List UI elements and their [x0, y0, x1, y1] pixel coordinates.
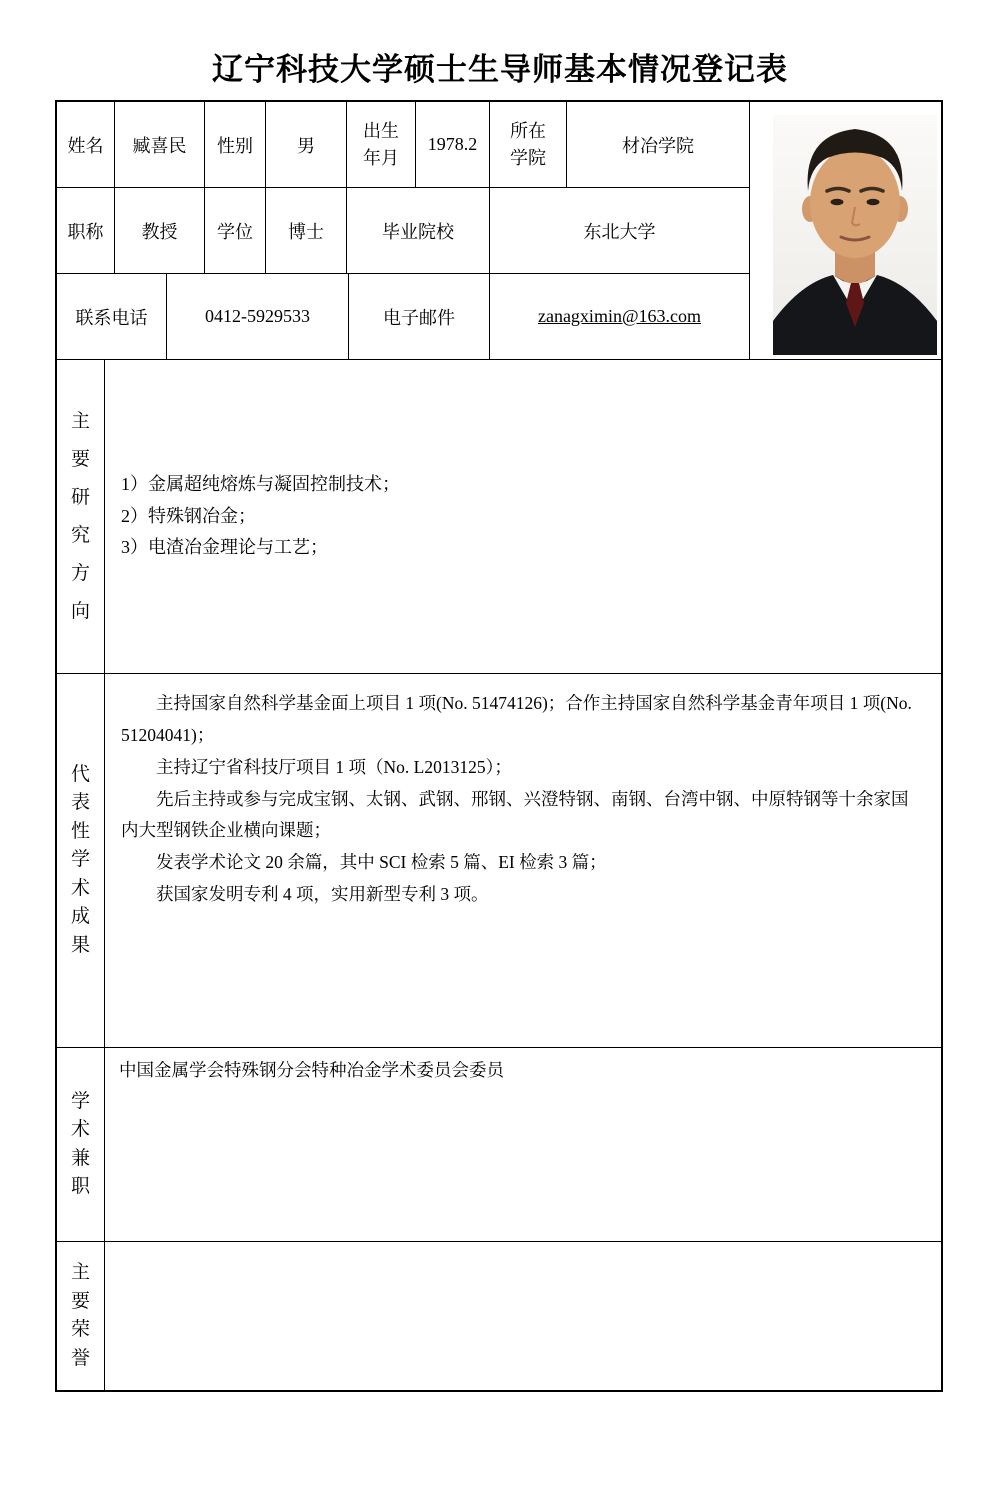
header-row-2 [57, 188, 749, 274]
school-value: 东北大学 [583, 221, 656, 242]
honors-label-cell [57, 1242, 105, 1390]
section-honors [57, 1242, 941, 1390]
research-item: 2）特殊钢冶金； [121, 505, 256, 526]
prof-title-value: 教授 [115, 188, 205, 273]
email-label: 电子邮件 [349, 274, 490, 359]
achievement-paragraph: 发表学术论文 20 余篇，其中 SCI 检索 5 篇、EI 检索 3 篇； [156, 852, 607, 873]
page-title: 辽宁科技大学硕士生导师基本情况登记表 [212, 52, 788, 87]
birth-label: 出生年月 [347, 102, 416, 187]
research-item: 1）金属超纯熔炼与凝固控制技术； [121, 474, 400, 495]
achievements-content [105, 674, 941, 1047]
achievements-label-cell [57, 674, 105, 1047]
name-value: 臧喜民 [115, 102, 205, 187]
header-fields [57, 102, 750, 359]
email-value [490, 274, 749, 359]
birth-value: 1978.2 [416, 102, 490, 187]
positions-content: 中国金属学会特殊钢分会特种冶金学术委员会委员 [119, 1060, 504, 1080]
research-item: 3）电渣冶金理论与工艺； [121, 537, 328, 558]
section-positions [57, 1048, 941, 1242]
positions-label-cell [57, 1048, 105, 1241]
gender-value: 男 [266, 102, 347, 187]
name-label: 姓名 [57, 102, 115, 187]
research-label: 主要研究方向 [70, 410, 90, 622]
phone-label: 联系电话 [57, 274, 167, 359]
college-label: 所在学院 [490, 102, 567, 187]
gender-label: 性别 [205, 102, 266, 187]
achievement-paragraph: 获国家发明专利 4 项，实用新型专利 3 项。 [156, 884, 489, 905]
header-row-3 [57, 274, 749, 359]
portrait-photo [773, 115, 937, 355]
honors-content [105, 1242, 941, 1390]
achievement-paragraph: 主持辽宁省科技厅项目 1 项（No. L2013125）； [156, 756, 512, 777]
college-value: 材冶学院 [622, 135, 694, 156]
header-block [57, 102, 941, 360]
achievements-label: 代表性学术成果 [70, 763, 90, 956]
positions-label: 学术兼职 [70, 1090, 90, 1197]
degree-label: 学位 [205, 188, 266, 273]
prof-title-label: 职称 [57, 188, 115, 273]
phone-value: 0412-5929533 [167, 274, 349, 359]
header-row-1 [57, 102, 749, 188]
achievement-paragraph: 先后主持或参与完成宝钢、太钢、武钢、邢钢、兴澄特钢、南钢、台湾中钢、中原特钢等十余家国内大型钢铁企业横向课题； [121, 788, 909, 841]
section-research [57, 360, 941, 674]
research-content [105, 360, 941, 673]
school-label: 毕业院校 [347, 188, 490, 273]
photo-cell [750, 102, 941, 359]
honors-label: 主要荣誉 [70, 1262, 90, 1369]
section-achievements [57, 674, 941, 1048]
research-label-cell [57, 360, 105, 673]
email-link[interactable]: zanagximin@163.com [537, 306, 702, 326]
registration-table [55, 100, 943, 1392]
achievement-paragraph: 主持国家自然科学基金面上项目 1 项(No. 51474126)；合作主持国家自然科学基金青年项目 1 项(No. 51204041)； [121, 693, 912, 745]
degree-value: 博士 [266, 188, 347, 273]
